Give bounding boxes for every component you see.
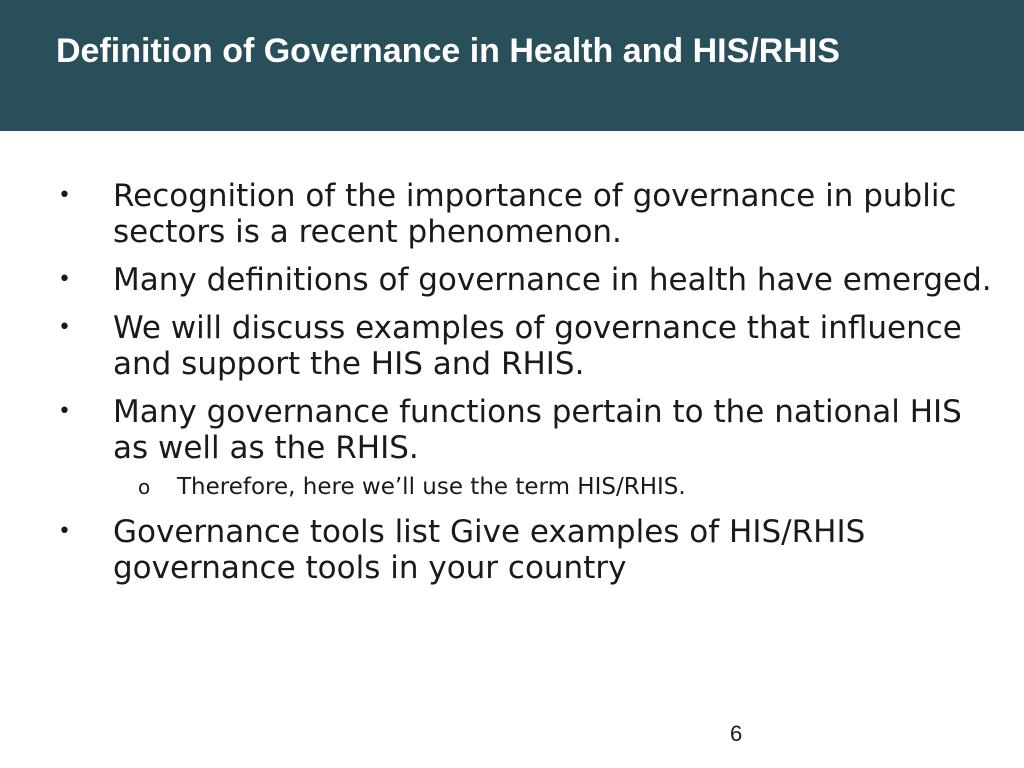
bullet-list: [0, 178, 1024, 586]
sub-bullet-item: [0, 472, 1024, 502]
bullet-item: [0, 394, 1024, 502]
bullet-item: [0, 514, 1024, 586]
bullet-text: Many governance functions pertain to the national HIS as well as the RHIS.: [113, 394, 962, 466]
sub-bullet-list: [0, 472, 1024, 502]
slide-content: [0, 178, 1024, 598]
title-bar: [0, 0, 1024, 131]
bullet-item: [0, 178, 1024, 250]
sub-bullet-circle-icon: o: [138, 475, 151, 499]
bullet-dot-icon: •: [58, 183, 71, 208]
bullet-dot-icon: •: [58, 267, 71, 292]
bullet-dot-icon: •: [58, 519, 71, 544]
bullet-text: Recognition of the importance of governance in public sectors is a recent phenomenon.: [113, 178, 957, 250]
bullet-dot-icon: •: [58, 315, 71, 340]
bullet-text: Many definitions of governance in health have emerged.: [113, 262, 992, 298]
slide-title: Definition of Governance in Health and HIS/RHIS: [56, 32, 840, 70]
bullet-text: Governance tools list Give examples of HIS/RHIS governance tools in your country: [113, 514, 866, 586]
sub-bullet-text: Therefore, here we’ll use the term HIS/RHIS.: [177, 474, 686, 500]
bullet-text: We will discuss examples of governance that influence and support the HIS and RHIS.: [113, 310, 962, 382]
page-number: 6: [730, 721, 743, 746]
bullet-dot-icon: •: [58, 399, 71, 424]
bullet-item: [0, 310, 1024, 382]
bullet-item: [0, 262, 1024, 298]
